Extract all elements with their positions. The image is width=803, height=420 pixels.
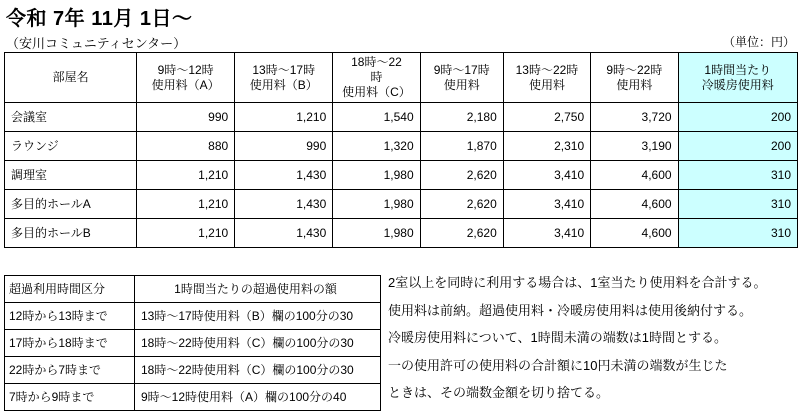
column-header-9-22 — [591, 53, 678, 103]
column-header-room — [5, 53, 137, 103]
fee-hvac: 310 — [678, 161, 797, 190]
column-header-hourly-excess-fee: 1時間当たりの超過使用料の額 — [135, 276, 381, 303]
table-row — [5, 132, 798, 161]
column-header-9-12 — [137, 53, 235, 103]
table-row — [5, 103, 798, 132]
excess-time-category: 7時から9時まで — [5, 384, 135, 411]
fee-9-12: 1,210 — [137, 161, 235, 190]
column-header-13-17-line1: 13時〜17時 — [252, 62, 316, 77]
fee-13-22: 2,750 — [503, 103, 590, 132]
column-header-9-17 — [420, 53, 503, 103]
excess-fee-amount: 13時〜17時使用料（B）欄の100分の30 — [135, 303, 381, 330]
fee-9-17: 2,620 — [420, 219, 503, 248]
table-row — [5, 303, 381, 330]
column-header-13-22-line1: 13時〜22時 — [515, 62, 579, 77]
room-name: 多目的ホールA — [5, 190, 137, 219]
column-header-9-12-line2: 使用料（A） — [151, 77, 220, 92]
column-header-time-category: 超過利用時間区分 — [5, 276, 135, 303]
fee-hvac: 310 — [678, 190, 797, 219]
page-title: 令和 7年 11月 1日〜 — [6, 8, 193, 30]
fee-9-22: 3,720 — [591, 103, 678, 132]
fee-9-22: 4,600 — [591, 219, 678, 248]
table-row — [5, 190, 798, 219]
column-header-hvac — [678, 53, 797, 103]
excess-time-category: 17時から18時まで — [5, 330, 135, 357]
note-1: 2室以上を同時に利用する場合は、1室当たり使用料を合計する。 — [388, 275, 767, 290]
fee-13-22: 3,410 — [503, 219, 590, 248]
column-header-9-12-line1: 9時〜12時 — [157, 62, 214, 77]
excess-fee-amount: 9時〜12時使用料（A）欄の100分の40 — [135, 384, 381, 411]
column-header-13-22 — [503, 53, 590, 103]
column-header-9-17-line2: 使用料 — [443, 77, 480, 92]
excess-time-category: 12時から13時まで — [5, 303, 135, 330]
fee-13-22: 3,410 — [503, 161, 590, 190]
fee-9-17: 2,620 — [420, 190, 503, 219]
column-header-18-22-line2: 時 — [370, 70, 383, 84]
table-row — [5, 384, 381, 411]
note-3: 冷暖房使用料について、1時間未満の端数は1時間とする。 — [388, 330, 727, 346]
fee-9-12: 1,210 — [137, 190, 235, 219]
room-name: 多目的ホールB — [5, 219, 137, 248]
fee-18-22: 1,980 — [333, 219, 420, 248]
note-5: ときは、その端数金額を切り捨てる。 — [388, 385, 610, 401]
fee-9-12: 880 — [137, 132, 235, 161]
column-header-9-17-line1: 9時〜17時 — [433, 62, 490, 77]
fee-18-22: 1,980 — [333, 190, 420, 219]
note-4: 一の使用許可の使用料の合計額に10円未満の端数が生じた — [388, 357, 728, 373]
fee-9-17: 2,180 — [420, 103, 503, 132]
table-row — [5, 330, 381, 357]
table-row — [5, 357, 381, 384]
excess-time-category: 22時から7時まで — [5, 357, 135, 384]
unit-label: （単位：円） — [722, 35, 795, 49]
fee-9-22: 4,600 — [591, 161, 678, 190]
column-header-13-17 — [235, 53, 333, 103]
room-name: ラウンジ — [5, 132, 137, 161]
table-row — [5, 219, 798, 248]
excess-fee-table — [4, 275, 381, 411]
column-header-room-line1: 部屋名 — [52, 70, 89, 84]
excess-fee-amount: 18時〜22時使用料（C）欄の100分の30 — [135, 330, 381, 357]
fee-hvac: 310 — [678, 219, 797, 248]
fee-13-17: 1,430 — [235, 161, 333, 190]
notes-block — [388, 275, 798, 401]
column-header-18-22-line3: 使用料（C） — [342, 85, 411, 99]
excess-table-header-row — [5, 276, 381, 303]
fee-13-17: 1,430 — [235, 219, 333, 248]
column-header-9-22-line1: 9時〜22時 — [606, 62, 663, 77]
fee-13-22: 3,410 — [503, 190, 590, 219]
fee-18-22: 1,320 — [333, 132, 420, 161]
room-name: 会議室 — [5, 103, 137, 132]
fee-9-22: 4,600 — [591, 190, 678, 219]
table-row — [5, 161, 798, 190]
column-header-18-22 — [333, 53, 420, 103]
fee-hvac: 200 — [678, 132, 797, 161]
note-2: 使用料は前納。超過使用料・冷暖房使用料は使用後納付する。 — [388, 302, 753, 318]
excess-fee-amount: 18時〜22時使用料（C）欄の100分の30 — [135, 357, 381, 384]
fee-hvac: 200 — [678, 103, 797, 132]
column-header-13-22-line2: 使用料 — [528, 77, 565, 92]
column-header-hvac-line2: 冷暖房使用料 — [701, 77, 774, 92]
fee-13-17: 1,430 — [235, 190, 333, 219]
fee-9-17: 2,620 — [420, 161, 503, 190]
column-header-13-17-line2: 使用料（B） — [249, 77, 318, 92]
fee-13-22: 2,310 — [503, 132, 590, 161]
fee-9-12: 990 — [137, 103, 235, 132]
fee-9-12: 1,210 — [137, 219, 235, 248]
fee-9-17: 1,870 — [420, 132, 503, 161]
room-name: 調理室 — [5, 161, 137, 190]
fee-18-22: 1,540 — [333, 103, 420, 132]
fee-13-17: 1,210 — [235, 103, 333, 132]
fee-18-22: 1,980 — [333, 161, 420, 190]
fee-13-17: 990 — [235, 132, 333, 161]
fee-table — [4, 52, 798, 248]
column-header-18-22-line1: 18時〜22 — [351, 55, 402, 69]
fee-9-22: 3,190 — [591, 132, 678, 161]
fee-table-header-row — [5, 53, 798, 103]
column-header-9-22-line2: 使用料 — [616, 77, 653, 92]
column-header-hvac-line1: 1時間当たり — [704, 62, 772, 77]
facility-name: （安川コミュニティセンター） — [6, 36, 187, 51]
